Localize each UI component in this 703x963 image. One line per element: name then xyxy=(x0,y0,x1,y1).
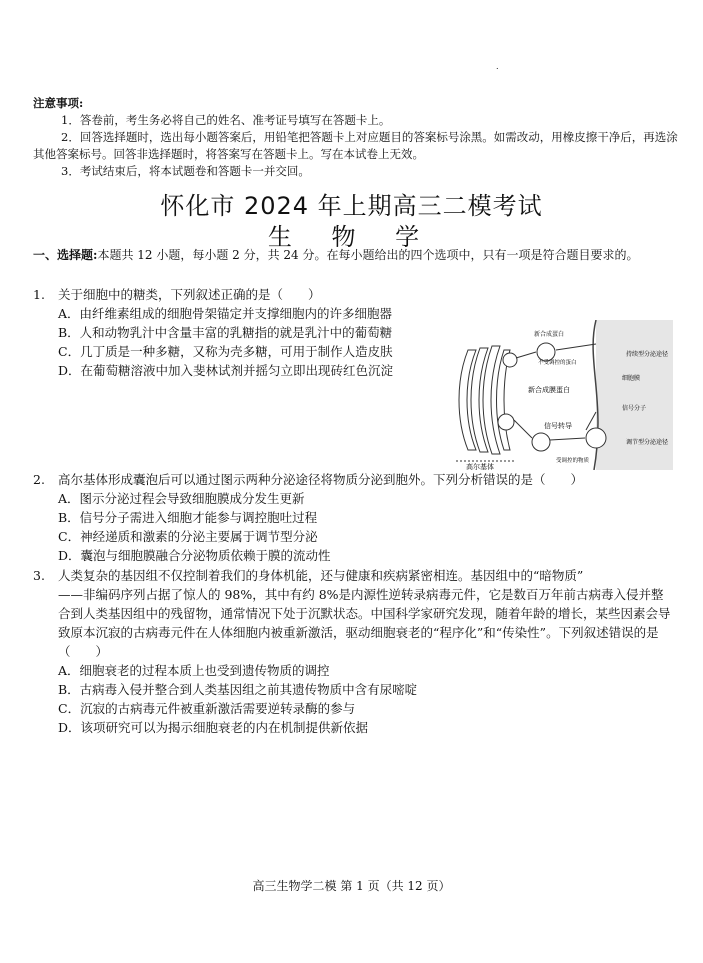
arrow-icon xyxy=(586,412,596,430)
question-text: 关于细胞中的糖类，下列叙述正确的是（ ） xyxy=(58,287,321,302)
notice-item-2: 2．回答选择题时，选出每小题答案后，用铅笔把答题卡上对应题目的答案标号涂黑。如需改动，用橡皮擦干净后，再选涂其他答案标号。回答非选择题时，将答案写在答题卡上。写在本试卷上无效。 xyxy=(33,130,678,161)
vesicle-icon xyxy=(503,353,517,367)
option-b: B．信号分子需进入细胞才能参与调控胞吐过程 xyxy=(58,510,318,525)
question-number: 3. xyxy=(33,568,45,583)
label-constitutive: 持续型分泌途径 xyxy=(626,351,669,358)
exam-title: 怀化市 2024 年上期高三二模考试 xyxy=(160,192,543,220)
option-c: C．沉寂的古病毒元件被重新激活需要逆转录酶的参与 xyxy=(58,701,356,716)
label-new-protein: 新合成蛋白 xyxy=(534,331,565,338)
option-d: D．囊泡与细胞膜融合分泌物质依赖于膜的流动性 xyxy=(58,548,331,563)
arrow-icon xyxy=(550,438,585,440)
fusing-vesicle-icon xyxy=(586,428,606,448)
top-dot: . xyxy=(496,62,499,71)
option-d: D．该项研究可以为揭示细胞衰老的内在机制提供新依据 xyxy=(58,720,369,735)
golgi-secretion-figure xyxy=(446,320,673,470)
notice-title: 注意事项: xyxy=(33,96,84,110)
page-footer: 高三生物学二模 第 1 页（共 12 页） xyxy=(252,879,451,893)
label-signal-molecule: 信号分子 xyxy=(622,405,647,412)
label-membrane: 细胞膜 xyxy=(622,375,641,382)
option-c: C．神经递质和激素的分泌主要属于调节型分泌 xyxy=(58,529,318,544)
option-a: A．图示分泌过程会导致细胞膜成分发生更新 xyxy=(58,491,305,506)
question-stem xyxy=(33,285,673,304)
label-regulated: 调节型分泌途径 xyxy=(626,439,669,446)
question-3 xyxy=(33,566,673,737)
option-a: A．由纤维素组成的细胞骨架锚定并支撑细胞内的许多细胞器 xyxy=(58,306,393,321)
question-text: 高尔基体形成囊泡后可以通过图示两种分泌途径将物质分泌到胞外。下列分析错误的是（ ） xyxy=(58,472,584,487)
vesicle-icon xyxy=(532,433,550,451)
option-b: B．人和动物乳汁中含量丰富的乳糖指的就是乳汁中的葡萄糖 xyxy=(58,325,393,340)
notice-item-3: 3．考试结束后，将本试题卷和答题卡一并交回。 xyxy=(61,164,310,178)
label-assembly: 新合成膜蛋白 xyxy=(528,386,570,394)
question-text: 人类复杂的基因组不仅控制着我们的身体机能，还与健康和疾病紧密相连。基因组中的“暗物质” xyxy=(58,568,584,583)
section-heading xyxy=(33,246,673,265)
extracellular-region xyxy=(596,320,673,470)
question-number: 2. xyxy=(33,472,45,487)
question-number: 1. xyxy=(33,287,45,302)
option-d: D．在葡萄糖溶液中加入斐林试剂并摇匀立即出现砖红色沉淀 xyxy=(58,363,394,378)
section-label: 一、选择题: xyxy=(33,248,98,262)
subject-title: 生 物 学 xyxy=(267,223,436,251)
label-signal-transduction: 信号转导 xyxy=(544,422,572,430)
notice-block xyxy=(33,95,678,180)
label-golgi: 高尔基体 xyxy=(466,463,494,470)
option-c: C．几丁质是一种多糖，又称为壳多糖，可用于制作人造皮肤 xyxy=(58,344,393,359)
question-2 xyxy=(33,470,673,565)
question-stem xyxy=(33,566,673,585)
question-text-continued: ——非编码序列占据了惊人的 98%，其中有约 8%是内源性逆转录病毒元件，它是数百万年前古病毒入侵并整合到人类基因组中的残留物，通常情况下处于沉默状态。中国科学家研究发现，随着年龄的增长，某些因素会导致原本沉寂的古病毒元件在人体细胞内被重新激活，驱动细胞衰老的“程序化”和“传染性”。下列叙述错误的是（ ） xyxy=(58,587,671,659)
label-unmodified: 不受调控的蛋白 xyxy=(538,360,577,366)
vesicle-icon xyxy=(537,343,555,361)
label-regulated-vesicle: 受调控的物质 xyxy=(556,458,590,464)
option-a: A．细胞衰老的过程本质上也受到遗传物质的调控 xyxy=(58,663,330,678)
option-b: B．古病毒入侵并整合到人类基因组之前其遗传物质中含有尿嘧啶 xyxy=(58,682,418,697)
notice-item-1: 1．答卷前，考生务必将自己的姓名、准考证号填写在答题卡上。 xyxy=(61,113,391,127)
golgi-stack xyxy=(459,346,510,454)
arrow-icon xyxy=(556,344,596,350)
question-stem xyxy=(33,470,673,489)
arrow-icon xyxy=(514,420,532,438)
arrow-icon xyxy=(516,352,536,358)
vesicle-icon xyxy=(498,414,514,430)
section-text: 本题共 12 小题，每小题 2 分，共 24 分。在每小题给出的四个选项中，只有一项是符合题目要求的。 xyxy=(97,248,639,262)
